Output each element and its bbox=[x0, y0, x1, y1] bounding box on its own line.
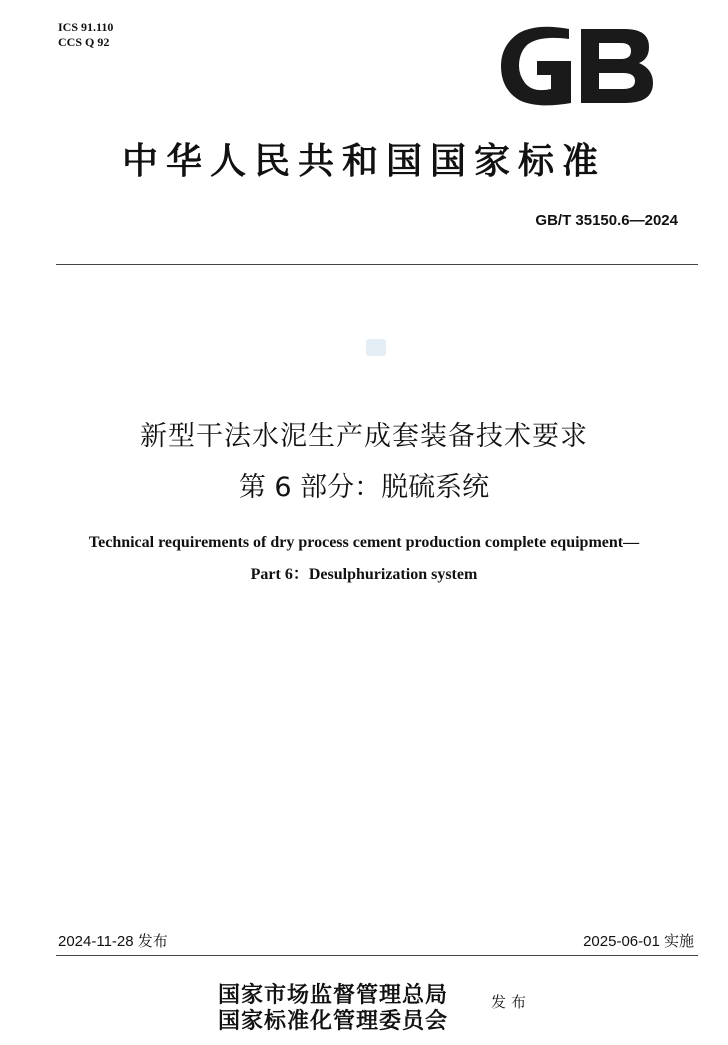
document-title-en-line1: Technical requirements of dry process cement production complete equipment— bbox=[88, 534, 640, 551]
issuer-samr: 国家市场监督管理总局 bbox=[218, 982, 449, 1008]
national-standard-heading: 中华人民共和国国家标准 bbox=[121, 140, 606, 182]
top-divider bbox=[56, 264, 698, 265]
gb-logo-icon bbox=[497, 25, 657, 107]
issuer-sac: 国家标准化管理委员会 bbox=[218, 1008, 449, 1034]
document-title-cn-line1: 新型干法水泥生产成套装备技术要求 bbox=[140, 421, 588, 452]
bottom-divider bbox=[56, 955, 698, 956]
classification-codes bbox=[58, 20, 113, 50]
standard-number: GB/T 35150.6—2024 bbox=[535, 212, 678, 229]
issue-date: 2024-11-28 发布 bbox=[58, 933, 168, 950]
document-title-en-line2: Part 6：Desulphurization system bbox=[250, 566, 478, 583]
publish-label: 发布 bbox=[491, 993, 532, 1011]
ccs-code: CCS Q 92 bbox=[58, 35, 110, 49]
watermark-icon bbox=[366, 339, 386, 356]
implementation-date: 2025-06-01 实施 bbox=[583, 933, 694, 950]
ics-code: ICS 91.110 bbox=[58, 20, 114, 34]
document-title-cn-line2: 第 6 部分：脱硫系统 bbox=[238, 472, 490, 503]
